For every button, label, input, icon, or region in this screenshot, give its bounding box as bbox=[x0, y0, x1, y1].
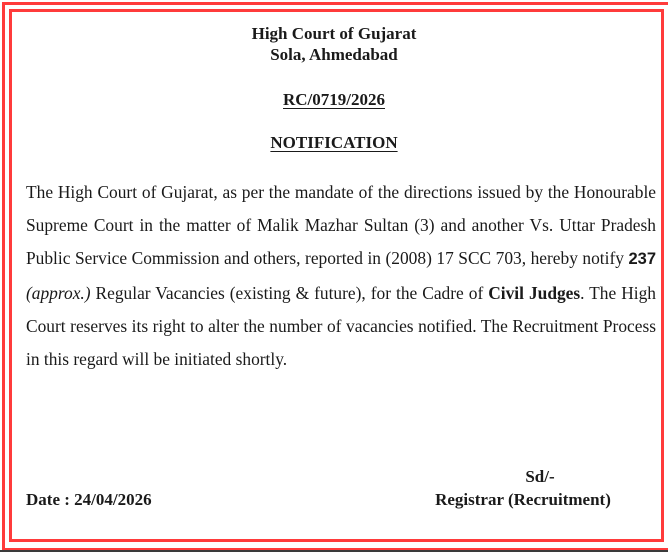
notification-body bbox=[26, 176, 656, 376]
approx-note: (approx.) bbox=[26, 282, 91, 303]
cadre-name: Civil Judges bbox=[488, 282, 581, 303]
notification-title: NOTIFICATION bbox=[270, 133, 398, 152]
vacancy-count: 237 bbox=[628, 250, 656, 269]
signature-mark: Sd/- bbox=[525, 467, 555, 486]
court-name: High Court of Gujarat bbox=[251, 24, 417, 43]
court-location: Sola, Ahmedabad bbox=[270, 45, 398, 64]
body-text-part1: The High Court of Gujarat, as per the mandate of the directions issued by the Honourable Supreme Court in the matter of Malik Mazhar Sultan (3) and another Vs. Uttar Pradesh Public Service Commission and others, reported in (2008) 17 SCC 703, hereby notify bbox=[26, 182, 656, 269]
body-text-part2: Regular Vacancies (existing & future), for the Cadre of bbox=[90, 282, 489, 303]
signatory-title: Registrar (Recruitment) bbox=[435, 490, 611, 509]
body-text-part3: . The High Court reserves its right to alter the number of vacancies notified. The Recruitment Process in this regard will be initiated shortly. bbox=[26, 282, 656, 370]
reference-number: RC/0719/2026 bbox=[283, 90, 385, 109]
notification-date: Date : 24/04/2026 bbox=[26, 490, 152, 509]
